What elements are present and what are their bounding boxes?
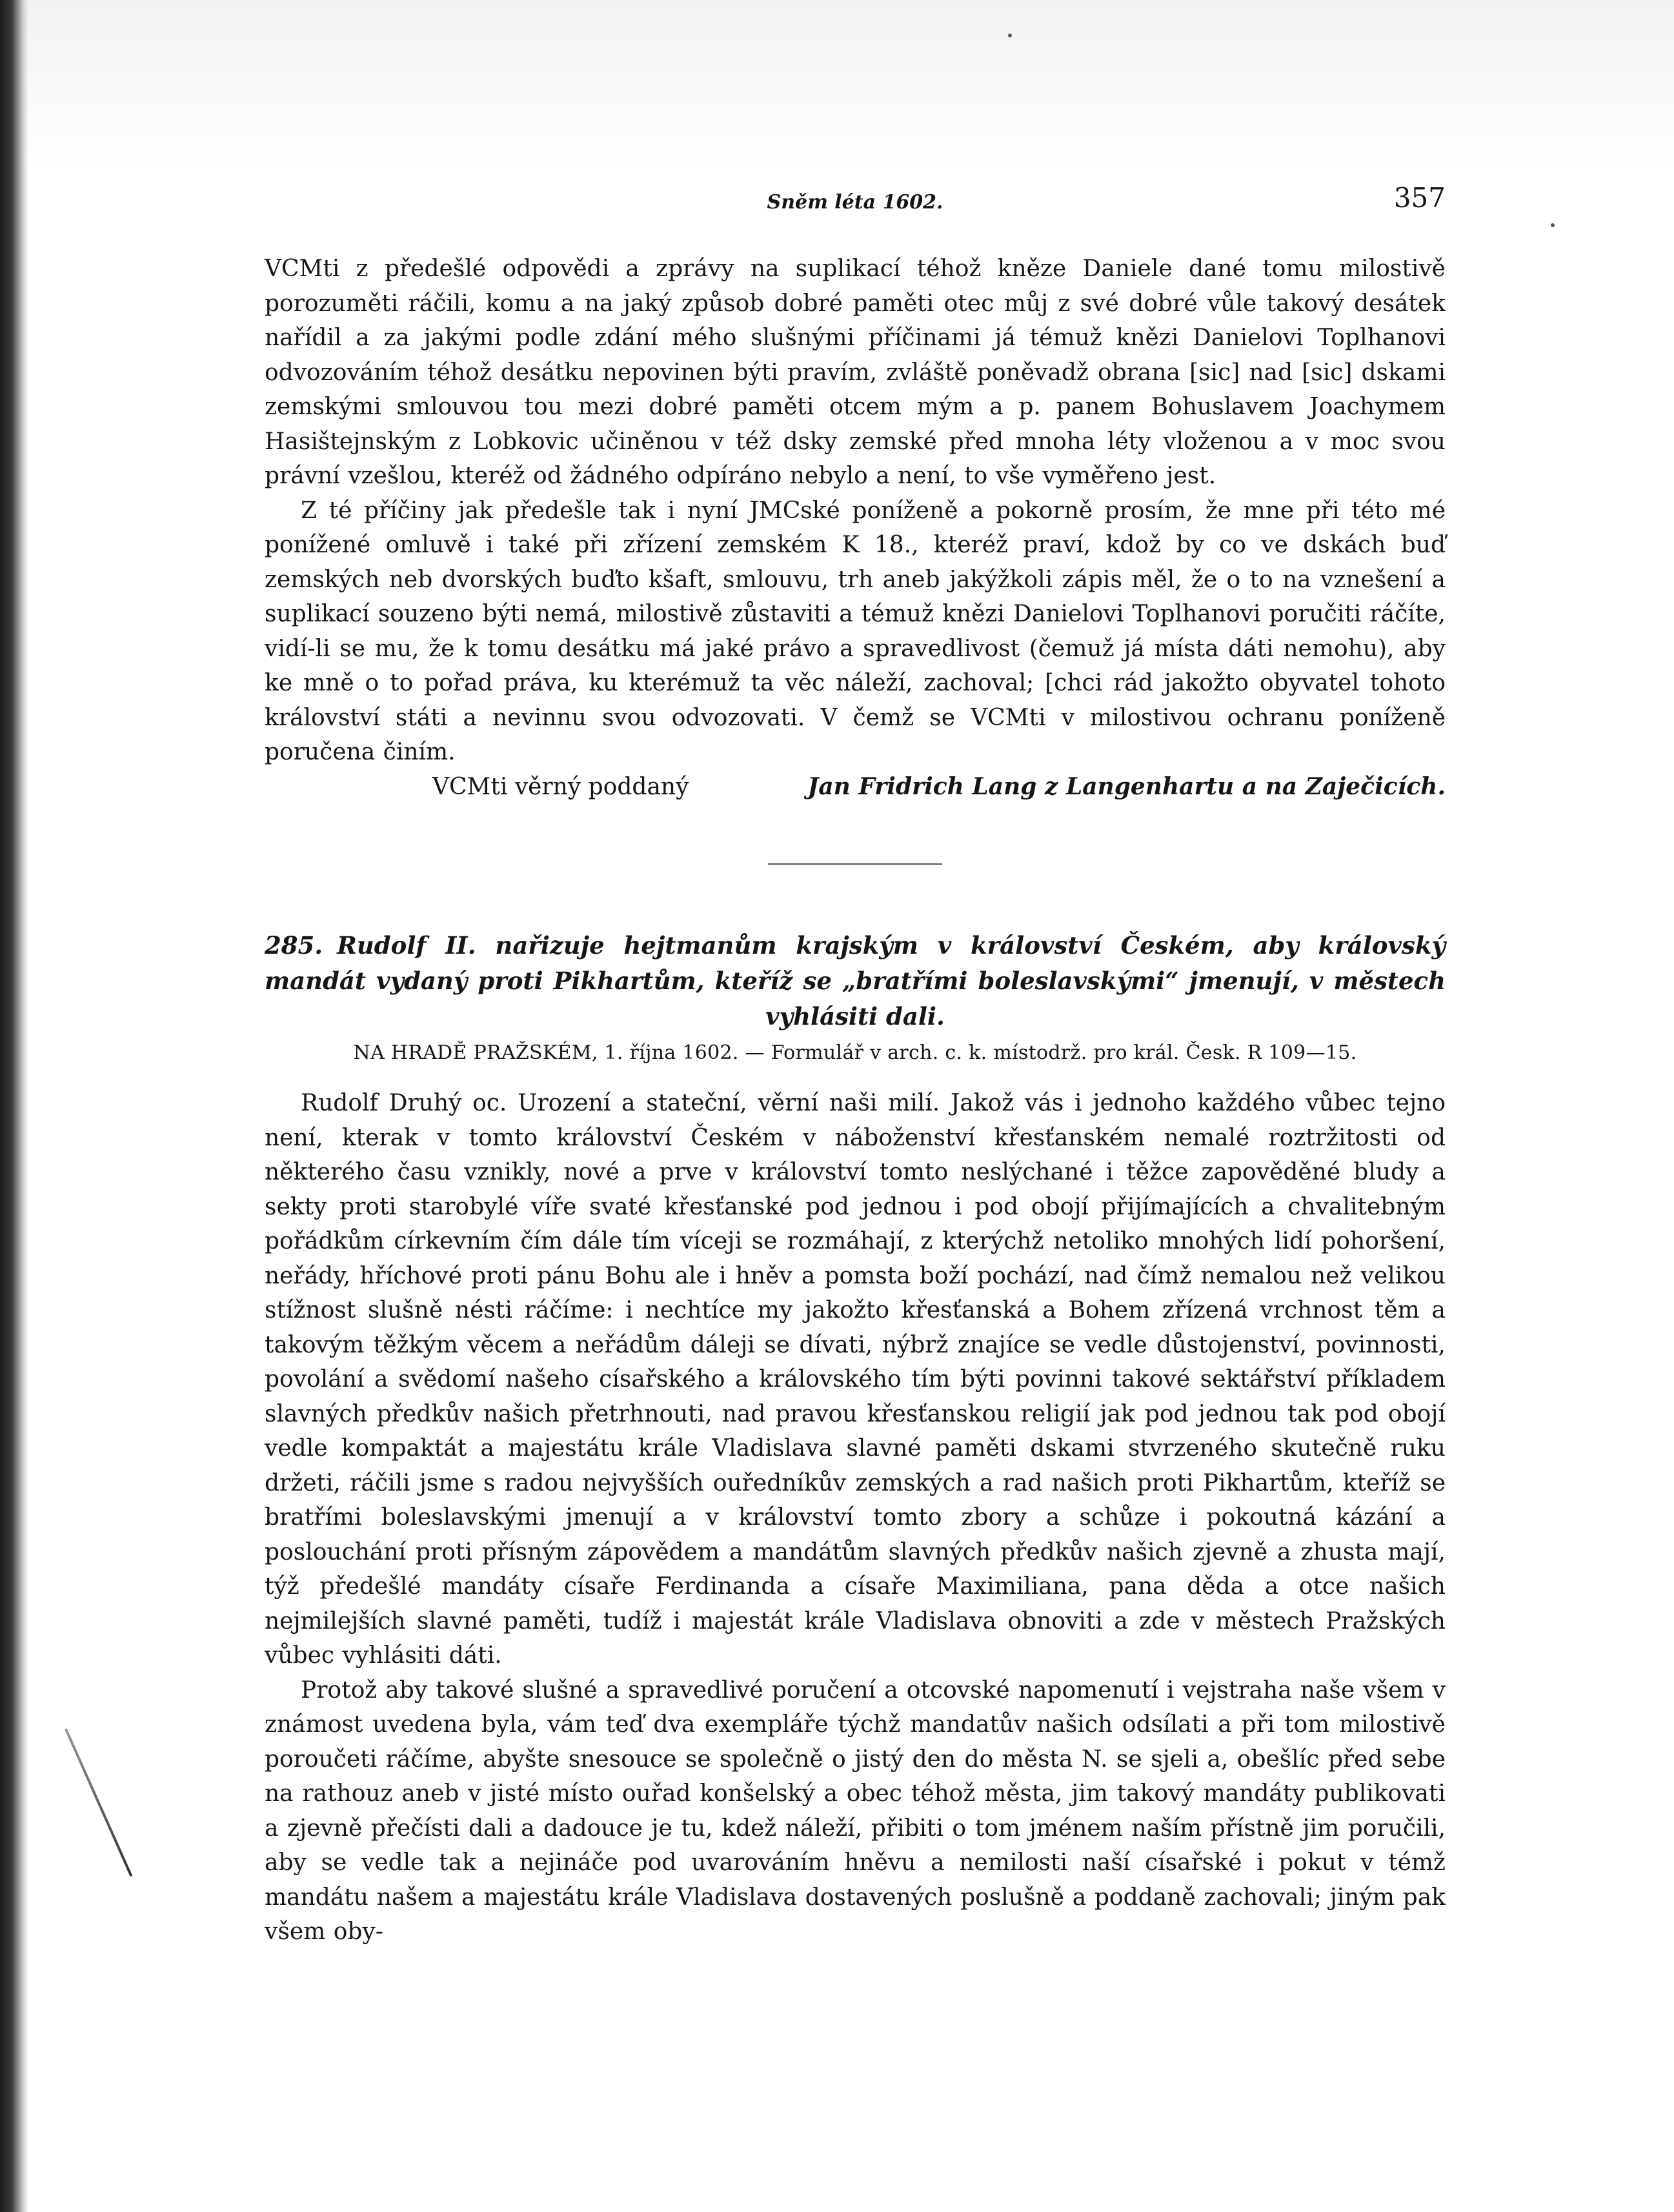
entry-number: 285.: [265, 931, 323, 960]
binding-edge: [0, 0, 28, 2212]
paragraph: Z té příčiny jak předešle tak i nyní JMCské poníženě a pokorně prosím, že mne při této mé ponížené omluvě i také při zřízení zemském K 18., kteréž praví, kdož by co ve dskách buď zemských neb dvorských buďto kšaft, smlouvu, trh aneb jakýžkoli zápis měl, že o to na vznešení a suplikací souzeno býti nemá, milostivě zůstaviti a témuž knězi Danielovi Toplhanovi poručiti ráčíte, vidí-li se mu, že k tomu desátku má jaké právo a spravedlivost (čemuž já místa dáti nemohu), aby ke mně o to pořad práva, ku kterémuž ta věc náleží, zachoval; [chci rád jakožto obyvatel tohoto království státi a nevinnu svou odvozovati. V čemž se VCMti v milostivou ochranu poníženě poručena činím.: [265, 497, 1446, 765]
entry-text: [265, 1086, 1446, 1949]
paragraph: Rudolf Druhý oc. Urození a stateční, věrní naši milí. Jakož vás i jednoho každého vůbec tejno není, kterak v tomto království Českém v náboženství křesťanském nemalé roztržitosti od některého času vznikly, nové a prve v království tomto neslýchané i těžce zapověděné bludy a sekty proti starobylé víře svaté křesťanské pod jednou i pod obojí přijímajících a chvalitebným pořádkům církevním čím dále tím víceji se rozmáhají, z kterýchž netoliko mnohých lidí pohoršení, neřády, hříchové proti pánu Bohu ale i hněv a pomsta boží pochází, nad čímž nemalou než velikou stížnost slušně nésti ráčíme: i nechtíce my jakožto křesťanská a Bohem zřízená vrchnost těm a takovým těžkým věcem a neřádům dáleji se dívati, nýbrž znajíce se vedle důstojenství, povinnosti, povolání a svědomí našeho císařského a královského tím býti povinni takové sektářství příkladem slavných předkův našich přetrhnouti, nad pravou křesťanskou religií jak pod jednou tak pod obojí vedle kompaktát a majestátu krále Vladislava slavné paměti dskami stvrzeného skutečně ruku držeti, ráčili jsme s radou nejvyšších ouředníkův zemských a rad našich proti Pikhartům, kteříž se bratřími boleslavskými jmenují a v království tomto zbory a schůze i pokoutná kázání a poslouchání proti přísným zápovědem a mandátům slavných předkův našich zjevně a zhusta mají, týž předešlé mandáty císaře Ferdinanda a císaře Maximiliana, pana děda a otce našich nejmilejších slavné paměti, tudíž i majestát krále Vladislava obnoviti a zde v městech Pražských vůbec vyhlásiti dáti.: [265, 1090, 1446, 1669]
entry-summary: Rudolf II. nařizuje hejtmanům krajským v království Českém, aby královský mandát vydaný proti Pikhartům, kteříž se „bratřími boleslavskými“ jmenují, v městech vyhlásiti dali.: [265, 931, 1446, 1031]
previous-document-text: [265, 252, 1446, 804]
page-body: [265, 252, 1446, 1949]
paragraph: VCMti z předešlé odpovědi a zprávy na suplikací téhož kněze Daniele dané tomu milostivě porozuměti ráčili, komu a na jaký způsob dobré paměti otec můj z své dobré vůle takový desátek nařídil a za jakými podle zdání mého slušnými příčinami já témuž knězi Danielovi Toplhanovi odvozováním téhož desátku nepovinen býti pravím, zvláště poněvadž obrana [sic] nad [sic] dskami zemskými smlouvou tou mezi dobré paměti otcem mým a p. panem Bohuslavem Joachymem Hasištejnským z Lobkovic učiněnou v též dsky zemské před mnoha léty vloženou a v moc svou právní vzešlou, kteréž od žádného odpíráno nebylo a není, to vše vyměřeno jest.: [265, 256, 1446, 489]
page-header: [265, 182, 1446, 227]
dust-speck: [1008, 34, 1012, 37]
entry-heading: [265, 928, 1446, 1034]
dust-speck: [1551, 223, 1555, 227]
closing-line: [265, 770, 1446, 805]
running-title: Sněm léta 1602.: [767, 191, 943, 214]
source-line: NA HRADĚ PRAŽSKÉM, 1. října 1602. — Formulář v arch. c. k. místodrž. pro král. Česk. R 109—15.: [353, 1041, 1357, 1064]
signer-name: Jan Fridrich Lang z Langenhartu a na Zaječicích.: [807, 772, 1446, 800]
closing-formula: VCMti věrný poddaný: [432, 773, 689, 800]
section-separator: [768, 863, 942, 865]
paragraph: Protož aby takové slušné a spravedlivé poručení a otcovské napomenutí i vejstraha naše všem v známost uvedena byla, vám teď dva exempláře týchž mandatův našich odsílati a při tom milostivě poroučeti ráčíme, abyšte snesouce se společně o jistý den do města N. se sjeli a, obešlíc před sebe na rathouz aneb v jisté místo ouřad konšelský a obec téhož města, jim takový mandáty publikovati a zjevně přečísti dali a dadouce je tu, kdež náleží, přibiti o tom jménem naším přístně jim poručili, aby se vedle tak a nejináče pod uvarováním hněvu a nemilosti naší císařské i pokut v témž mandátu našem a majestátu krále Vladislava dostavených poslušně a poddaně zachovali; jiným pak všem oby-: [265, 1676, 1446, 1945]
page-number: 357: [1393, 182, 1446, 214]
